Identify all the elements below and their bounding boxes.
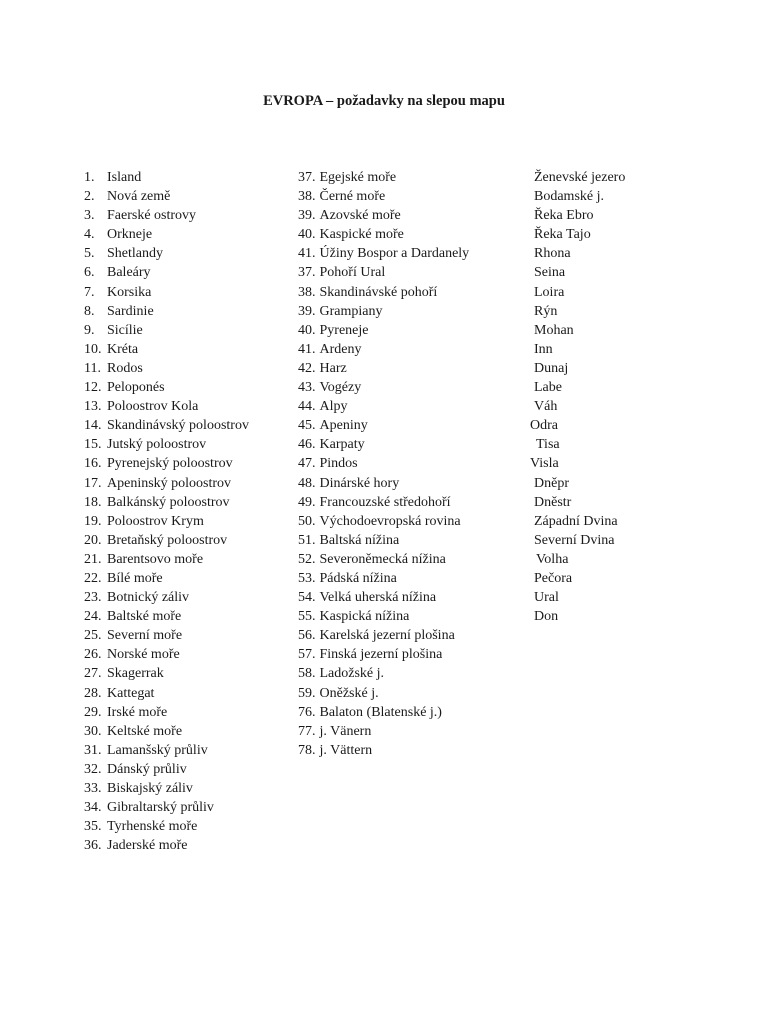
list-item: Rhona [534,246,571,262]
item-name: Dánský průliv [107,761,187,777]
list-item [84,302,249,321]
item-name: Balaton (Blatenské j.) [319,704,442,720]
item-number: 33. [84,781,102,796]
item-number: 21. [84,551,102,567]
list-item: Řeka Ebro [534,208,594,224]
list-item [298,187,469,206]
item-name: Baltská nížina [319,532,400,548]
item-name: Ladožské j. [319,666,385,682]
item-number: 76. [298,704,316,720]
list-item: Labe [534,380,562,396]
list-item [84,779,249,798]
list-item [84,263,249,282]
list-item [298,359,469,378]
item-number: 22. [84,570,102,586]
item-number: 35. [84,819,102,835]
list-item: Váh [534,399,558,415]
item-name: Velká uherská nížina [319,590,437,606]
item-name: Ardeny [319,341,362,357]
list-item [298,626,469,645]
item-name: Biskajský záliv [107,781,193,796]
item-name: Skagerrak [107,666,164,682]
item-name: Gibraltarský průliv [107,800,214,816]
item-number: 9. [84,322,95,338]
item-number: 4. [84,227,95,243]
item-name: Harz [319,360,347,376]
item-name: Severoněmecká nížina [319,551,446,567]
list-item [298,283,469,302]
list-item [84,645,249,664]
item-name: Grampiany [319,303,383,319]
list-item: Volha [536,551,569,567]
item-number: 59. [298,685,316,701]
list-item [84,283,249,302]
item-name: Island [107,170,142,185]
item-name: Pádská nížina [319,570,397,586]
item-name: Jaderské moře [107,838,188,854]
item-number: 48. [298,475,316,491]
item-name: Apeniny [319,418,368,434]
item-name: Oněžské j. [319,685,379,701]
item-number: 43. [298,380,316,396]
list-item [298,340,469,359]
item-number: 25. [84,628,102,644]
item-number: 26. [84,647,102,663]
list-item: Don [534,609,559,625]
list-item [298,435,469,454]
item-number: 77. [298,723,316,739]
list-item [298,512,469,531]
item-name: Skandinávský poloostrov [107,418,249,434]
list-item [84,684,249,703]
list-item [298,531,469,550]
list-item [84,416,249,435]
list-item: Seina [534,265,566,281]
list-item [298,588,469,607]
list-item [298,168,469,187]
list-item: Dunaj [534,360,569,376]
list-item [298,550,469,569]
item-name: Botnický záliv [107,590,190,606]
item-number: 31. [84,742,102,758]
item-name: Kréta [107,341,139,357]
item-name: Dinárské hory [319,475,400,491]
list-item: Ural [534,590,559,606]
item-number: 29. [84,704,102,720]
list-item [84,435,249,454]
item-name: Poloostrov Krym [107,513,204,529]
list-item [298,454,469,473]
list-item [84,664,249,683]
item-name: Bretaňský poloostrov [107,532,228,548]
item-number: 2. [84,189,95,205]
list-item [298,703,469,722]
list-item [84,531,249,550]
list-item: Bodamské j. [534,189,604,205]
item-number: 78. [298,742,316,758]
list-item: Inn [534,341,553,357]
list-item [84,722,249,741]
item-name: Vogézy [319,380,362,396]
item-name: Keltské moře [107,723,183,739]
list-item [298,474,469,493]
list-item [84,454,249,473]
list-item: Pečora [534,570,573,586]
list-item [298,722,469,741]
item-number: 19. [84,513,102,529]
item-number: 55. [298,609,316,625]
item-number: 53. [298,570,316,586]
item-number: 32. [84,761,102,777]
list-item: Dněstr [534,494,572,510]
list-item [298,378,469,397]
item-name: Karelská jezerní plošina [319,628,455,644]
item-name: Rodos [107,360,143,376]
item-name: j. Vänern [319,723,372,739]
list-item [84,626,249,645]
item-name: Karpaty [319,437,365,453]
item-number: 24. [84,609,102,625]
item-name: Barentsovo moře [107,551,204,567]
list-item: Tisa [536,437,560,453]
item-number: 12. [84,380,102,396]
item-number: 50. [298,513,316,529]
item-name: Norské moře [107,647,180,663]
list-item [298,206,469,225]
list-item [298,607,469,626]
item-name: Sardinie [107,303,154,319]
list-item [298,664,469,683]
item-name: Pyreneje [319,322,369,338]
item-name: Kattegat [107,685,155,701]
item-name: Poloostrov Kola [107,399,199,415]
list-item [298,493,469,512]
list-item [84,168,249,187]
item-number: 34. [84,800,102,816]
item-name: Finská jezerní plošina [319,647,443,663]
list-item [298,569,469,588]
list-item [84,187,249,206]
list-item: Ženevské jezero [534,170,626,185]
item-number: 37. [298,170,316,185]
item-number: 57. [298,647,316,663]
item-name: Úžiny Bospor a Dardanely [319,246,470,262]
item-number: 16. [84,456,102,472]
item-number: 6. [84,265,95,281]
list-item [298,645,469,664]
list-item [298,225,469,244]
list-item [298,741,469,760]
item-name: Baltské moře [107,609,182,625]
list-item: Severní Dvina [534,532,615,548]
item-number: 39. [298,303,316,319]
item-name: Peloponés [107,380,165,396]
page-title: EVROPA – požadavky na slepou mapu [263,93,505,109]
list-item [298,416,469,435]
list-item: Mohan [534,322,574,338]
list-item [298,397,469,416]
item-number: 14. [84,418,102,434]
item-number: 58. [298,666,316,682]
item-name: Severní moře [107,628,183,644]
item-name: Lamanšský průliv [107,742,208,758]
item-number: 15. [84,437,102,453]
list-item [84,512,249,531]
item-name: Faerské ostrovy [107,208,197,224]
item-name: Nová země [107,189,171,205]
item-name: Pindos [319,456,358,472]
item-name: Balkánský poloostrov [107,494,230,510]
item-number: 20. [84,532,102,548]
list-item [298,684,469,703]
list-item [298,244,469,263]
list-item [84,817,249,836]
item-number: 47. [298,456,316,472]
list-item [84,340,249,359]
item-number: 51. [298,532,316,548]
item-name: Egejské moře [319,170,397,185]
item-name: Korsika [107,284,152,300]
item-name: Východoevropská rovina [319,513,461,529]
item-number: 13. [84,399,102,415]
item-name: Irské moře [107,704,168,720]
item-number: 38. [298,189,316,205]
item-name: Skandinávské pohoří [319,284,438,300]
item-name: Pohoří Ural [319,265,386,281]
list-item: Dněpr [534,475,569,491]
list-item [84,321,249,340]
list-column-2 [298,168,469,760]
list-item [84,760,249,779]
list-item [84,225,249,244]
list-item: Odra [530,418,558,434]
item-number: 10. [84,341,102,357]
item-number: 42. [298,360,316,376]
list-item [84,569,249,588]
item-number: 28. [84,685,102,701]
list-item [84,798,249,817]
item-number: 8. [84,303,95,319]
list-item [84,206,249,225]
item-number: 38. [298,284,316,300]
list-item [298,321,469,340]
item-name: Alpy [319,399,348,415]
item-name: Orkneje [107,227,153,243]
item-number: 27. [84,666,102,682]
list-column-3 [530,168,626,626]
item-name: Apeninský poloostrov [107,475,232,491]
item-name: Shetlandy [107,246,163,262]
item-number: 36. [84,838,102,854]
item-number: 11. [84,360,101,376]
item-number: 7. [84,284,95,300]
list-item [84,378,249,397]
list-item: Řeka Tajo [534,227,591,243]
item-number: 1. [84,170,95,185]
item-name: Černé moře [319,189,386,205]
list-item [84,474,249,493]
list-item [84,607,249,626]
list-item [298,263,469,282]
list-item: Loira [534,284,565,300]
list-item [84,703,249,722]
item-name: Francouzské středohoří [319,494,451,510]
list-item [84,836,249,855]
item-name: Baleáry [107,265,151,281]
list-item [84,397,249,416]
list-item [84,244,249,263]
item-number: 44. [298,399,316,415]
list-item [84,550,249,569]
list-item: Visla [530,456,559,472]
list-item: Západní Dvina [534,513,618,529]
item-number: 17. [84,475,102,491]
item-name: Kaspická nížina [319,609,410,625]
item-number: 5. [84,246,95,262]
item-number: 23. [84,590,102,606]
item-number: 18. [84,494,102,510]
item-name: Pyrenejský poloostrov [107,456,233,472]
list-item [84,588,249,607]
item-number: 39. [298,208,316,224]
item-number: 49. [298,494,316,510]
list-item [84,359,249,378]
item-name: Jutský poloostrov [107,437,207,453]
item-number: 46. [298,437,316,453]
item-number: 41. [298,341,316,357]
item-name: Kaspické moře [319,227,404,243]
list-item: Rýn [534,303,558,319]
item-name: Sicílie [107,322,143,338]
item-number: 45. [298,418,316,434]
item-number: 40. [298,227,316,243]
item-number: 3. [84,208,95,224]
item-number: 52. [298,551,316,567]
item-name: Bílé moře [107,570,163,586]
item-name: Tyrhenské moře [107,819,198,835]
item-name: j. Vättern [319,742,373,758]
item-name: Azovské moře [319,208,401,224]
item-number: 56. [298,628,316,644]
item-number: 37. [298,265,316,281]
item-number: 40. [298,322,316,338]
list-item [84,741,249,760]
list-item [298,302,469,321]
item-number: 54. [298,590,316,606]
list-item [84,493,249,512]
item-number: 41. [298,246,316,262]
list-column-1 [84,168,249,855]
item-number: 30. [84,723,102,739]
